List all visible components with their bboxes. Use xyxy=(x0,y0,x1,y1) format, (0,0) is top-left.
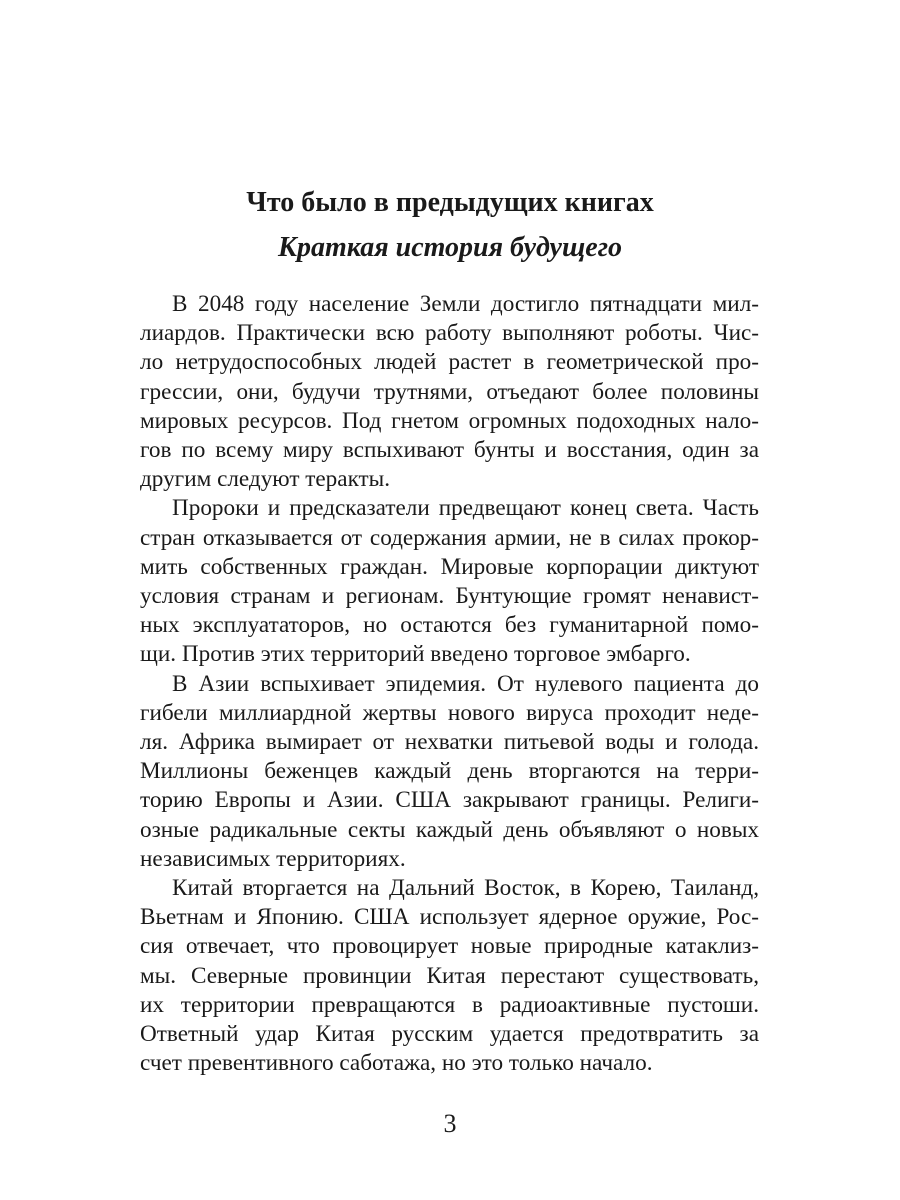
text-line: лиардов. Практически всю работу выполняют роботы. Чис- xyxy=(140,320,759,347)
text-line: Миллионы беженцев каждый день вторгаются на терри- xyxy=(140,758,759,785)
text-line: В 2048 году население Земли достигло пятнадцати мил- xyxy=(172,291,759,317)
text-line: грессии, они, будучи трутнями, отъедают более половины xyxy=(140,378,759,405)
text-line: мы. Северные провинции Китая перестают существовать, xyxy=(140,962,759,989)
paragraph xyxy=(140,670,759,874)
paragraph xyxy=(140,874,759,1078)
page-number: 3 xyxy=(443,1109,457,1138)
text-line: независимых территориях. xyxy=(140,845,406,872)
text-line: Пророки и предсказатели предвещают конец света. Часть xyxy=(172,495,759,522)
text-line: торию Европы и Азии. США закрывают границы. Религи- xyxy=(140,787,759,814)
text-line: щи. Против этих территорий введено торговое эмбарго. xyxy=(140,641,691,668)
text-line: Китай вторгается на Дальний Восток, в Корею, Таиланд, xyxy=(172,875,759,902)
text-line: их территории превращаются в радиоактивные пустоши. xyxy=(140,991,759,1018)
text-line: гибели миллиардной жертвы нового вируса проходит неде- xyxy=(140,699,759,726)
paragraph xyxy=(140,290,759,494)
text-line: условия странам и регионам. Бунтующие громят ненавист- xyxy=(140,583,759,610)
text-line: мировых ресурсов. Под гнетом огромных подоходных нало- xyxy=(140,407,759,434)
text-line: счет превентивного саботажа, но это только начало. xyxy=(140,1050,653,1077)
text-line: гов по всему миру вспыхивают бунты и восстания, один за xyxy=(140,437,759,464)
text-line: ля. Африка вымирает от нехватки питьевой воды и голода. xyxy=(140,729,759,756)
text-line: В Азии вспыхивает эпидемия. От нулевого пациента до xyxy=(172,670,759,697)
chapter-subtitle: Краткая история будущего xyxy=(277,232,623,263)
body-text xyxy=(140,290,759,1078)
text-line: другим следуют теракты. xyxy=(140,466,391,493)
text-line: мить собственных граждан. Мировые корпорации диктуют xyxy=(140,553,759,580)
text-line: Вьетнам и Японию. США использует ядерное оружие, Рос- xyxy=(140,904,759,931)
text-line: сия отвечает, что провоцирует новые природные катаклиз- xyxy=(140,933,759,960)
text-line: озные радикальные секты каждый день объявляют о новых xyxy=(140,816,759,843)
text-line: Ответный удар Китая русским удается предотвратить за xyxy=(140,1021,759,1048)
text-line: стран отказывается от содержания армии, не в силах прокор- xyxy=(140,524,759,551)
chapter-title: Что было в предыдущих книгах xyxy=(246,187,654,218)
text-line: ных эксплуататоров, но остаются без гуманитарной помо- xyxy=(140,612,759,639)
text-line: ло нетрудоспособных людей растет в геометрической про- xyxy=(140,349,759,376)
paragraph xyxy=(140,494,759,669)
